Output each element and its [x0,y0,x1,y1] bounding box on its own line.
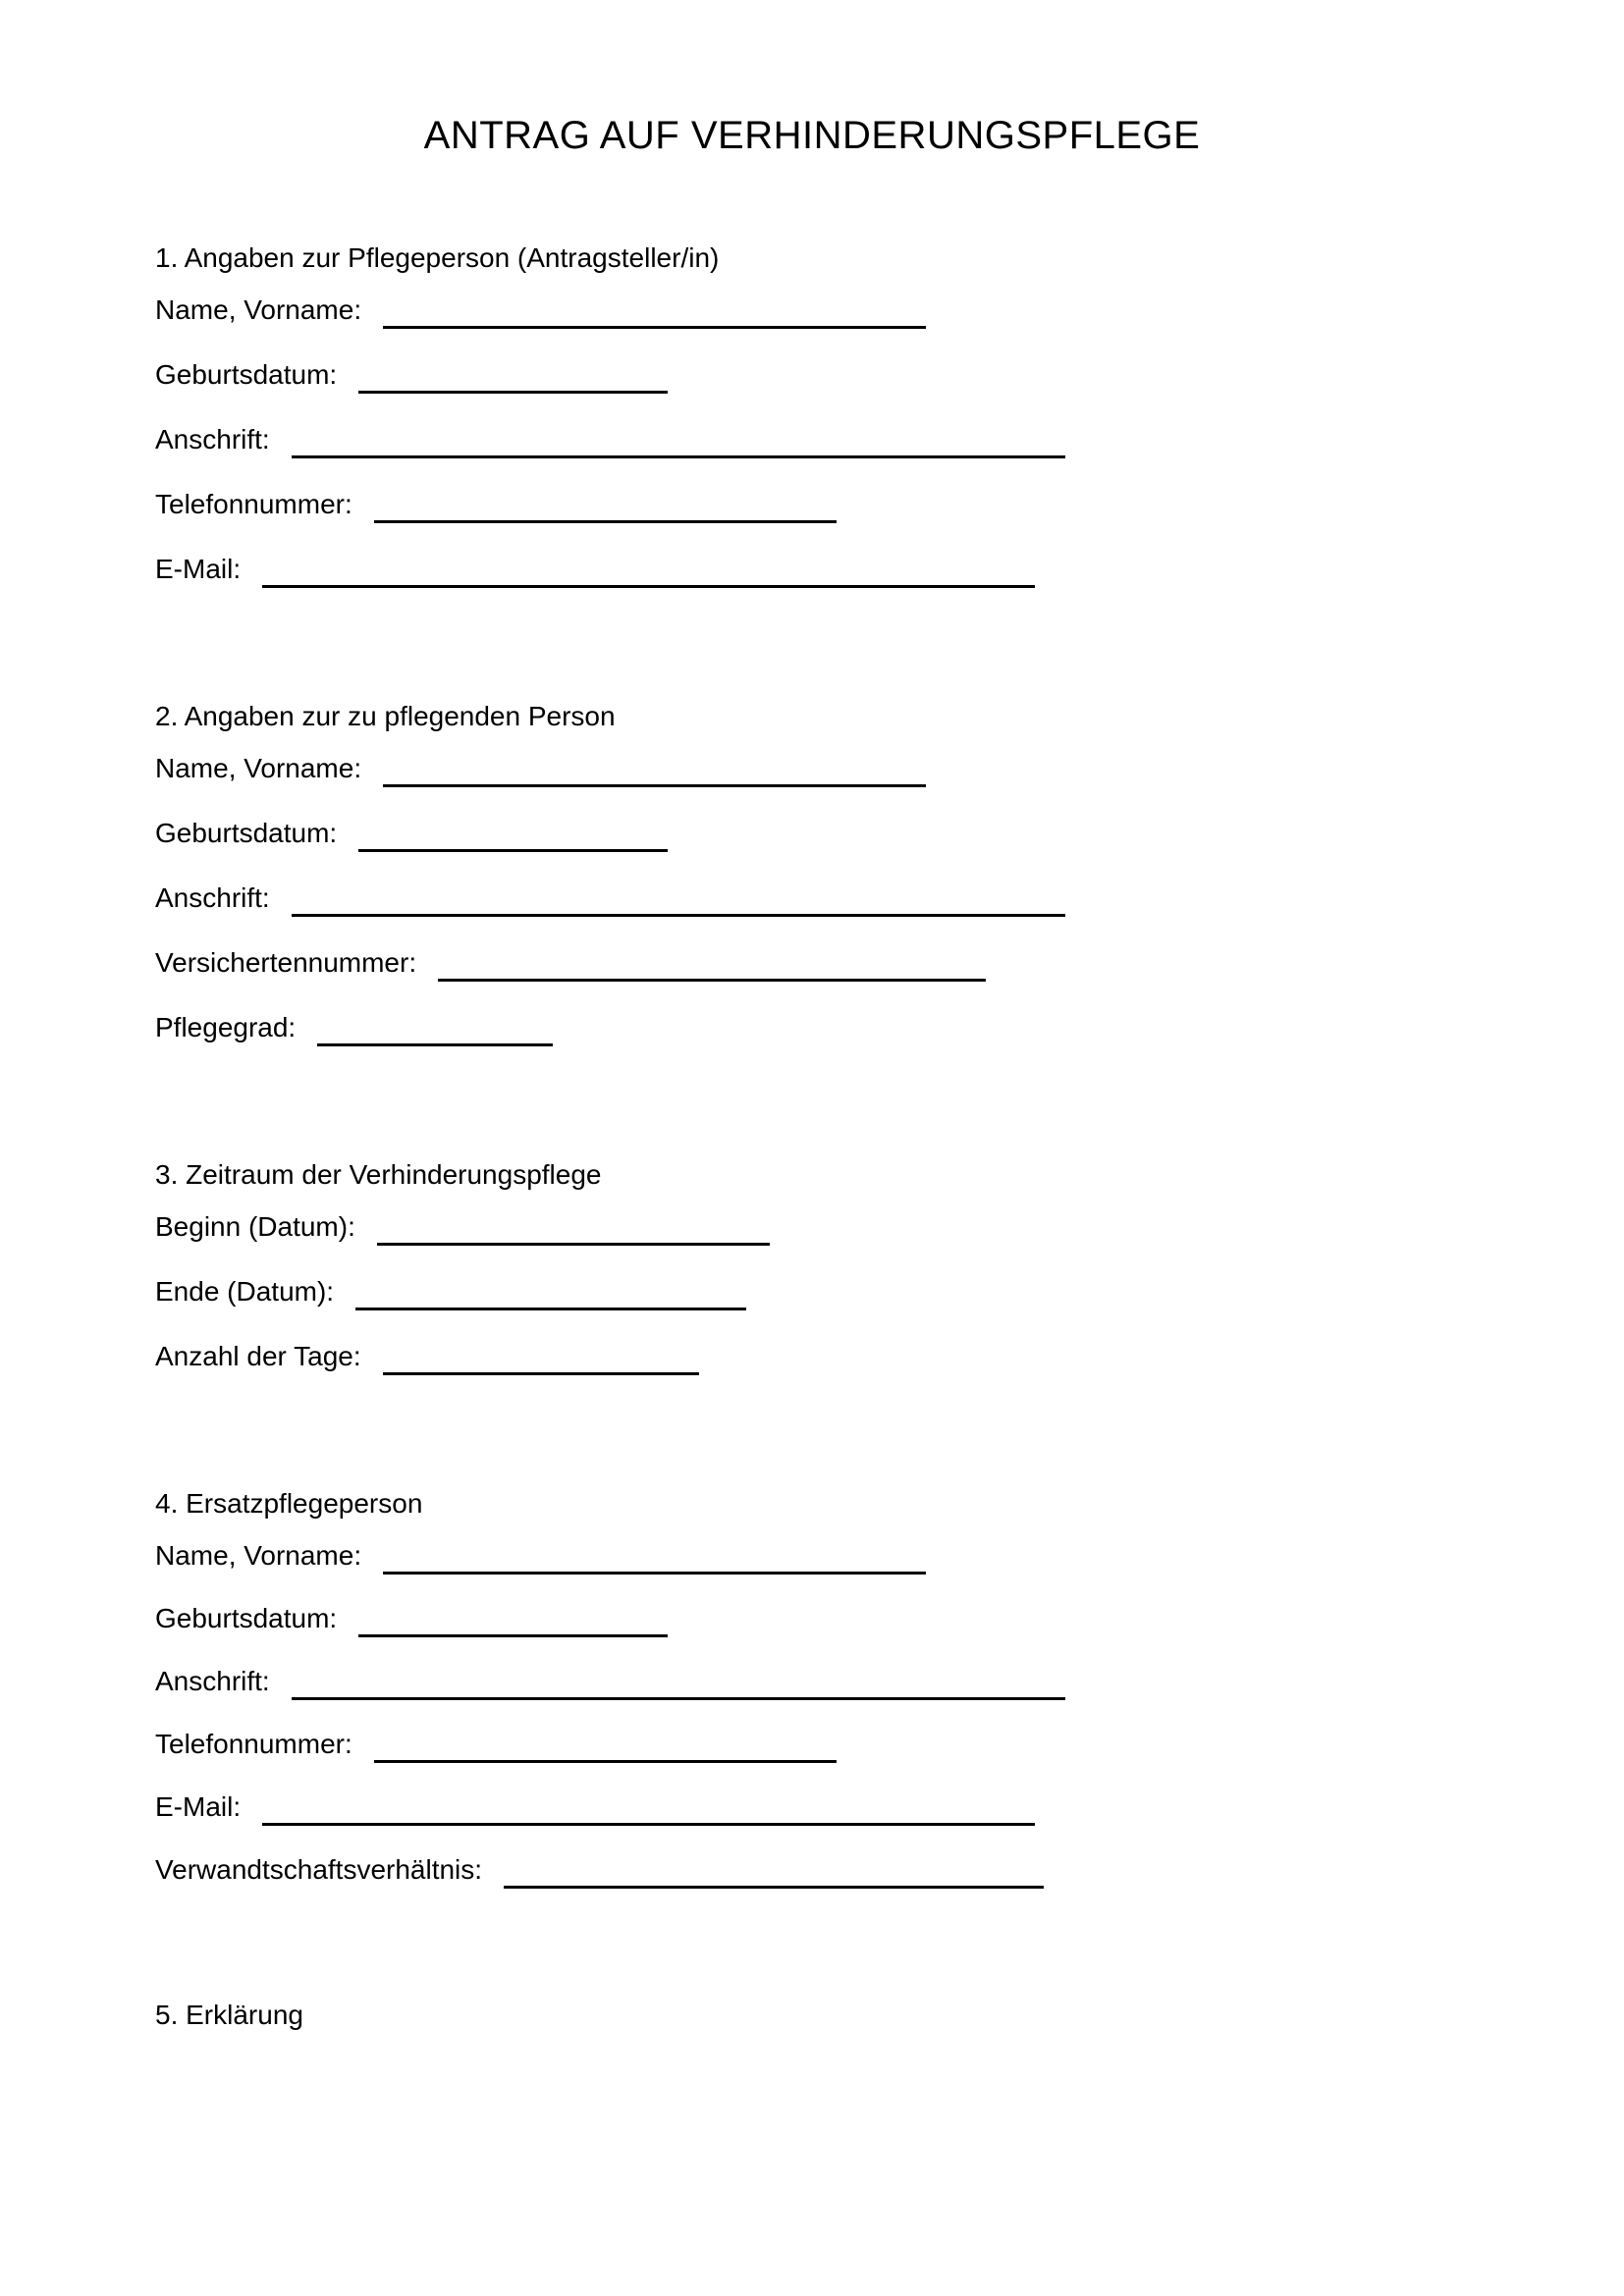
field-row-versichertennummer [155,946,1624,1011]
field-label-telefonnummer: Telefonnummer: [155,1729,352,1759]
field-row-email [155,553,1624,617]
field-row-geburtsdatum [155,817,1624,881]
field-label-name-vorname: Name, Vorname: [155,294,362,325]
field-label-verwandtschaftsverhaeltnis: Verwandtschaftsverhältnis: [155,1854,483,1885]
input-line-verwandtschaftsverhaeltnis[interactable] [504,1886,1044,1889]
input-line-anschrift[interactable] [292,455,1065,458]
field-row-name-vorname [155,294,1624,358]
field-label-geburtsdatum: Geburtsdatum: [155,818,338,848]
field-label-anschrift: Anschrift: [155,882,270,913]
input-line-geburtsdatum[interactable] [358,391,668,394]
field-row-verwandtschaftsverhaeltnis [155,1853,1624,1916]
input-line-beginn-datum[interactable] [377,1243,770,1246]
field-label-anschrift: Anschrift: [155,424,270,454]
field-row-name-vorname [155,1539,1624,1602]
field-row-anzahl-der-tage [155,1340,1624,1405]
section-zeitraum [0,1158,1624,1405]
field-label-anzahl-der-tage: Anzahl der Tage: [155,1341,361,1371]
input-line-geburtsdatum[interactable] [358,1634,668,1637]
field-label-pflegegrad: Pflegegrad: [155,1012,297,1042]
input-line-email[interactable] [262,1823,1035,1826]
section-erklaerung [0,1999,1624,2032]
field-label-telefonnummer: Telefonnummer: [155,489,352,519]
section-ersatzpflegeperson [0,1487,1624,1916]
section-pflegebeduerftige-person [0,700,1624,1076]
field-row-email [155,1790,1624,1853]
field-label-name-vorname: Name, Vorname: [155,1540,362,1571]
input-line-email[interactable] [262,585,1035,588]
input-line-telefonnummer[interactable] [374,1760,837,1763]
input-line-name-vorname[interactable] [383,784,926,787]
section-1-heading: 1. Angaben zur Pflegeperson (Antragsteller/in) [155,242,720,273]
section-4-heading: 4. Ersatzpflegeperson [155,1488,423,1519]
input-line-name-vorname[interactable] [383,1572,926,1575]
field-row-beginn-datum [155,1210,1624,1275]
field-row-anschrift [155,1665,1624,1728]
input-line-anschrift[interactable] [292,1697,1065,1700]
field-label-name-vorname: Name, Vorname: [155,753,362,783]
field-row-ende-datum [155,1275,1624,1340]
field-label-versichertennummer: Versichertennummer: [155,947,417,978]
input-line-ende-datum[interactable] [355,1308,746,1310]
field-row-telefonnummer [155,488,1624,553]
input-line-versichertennummer[interactable] [438,979,986,982]
field-label-beginn-datum: Beginn (Datum): [155,1211,355,1242]
field-label-email: E-Mail: [155,554,242,584]
field-label-anschrift: Anschrift: [155,1666,270,1696]
section-3-heading: 3. Zeitraum der Verhinderungspflege [155,1159,602,1190]
field-row-geburtsdatum [155,1602,1624,1665]
field-label-geburtsdatum: Geburtsdatum: [155,1603,338,1633]
field-row-name-vorname [155,752,1624,817]
input-line-pflegegrad[interactable] [317,1043,553,1046]
field-row-pflegegrad [155,1011,1624,1076]
section-2-heading: 2. Angaben zur zu pflegenden Person [155,701,616,731]
field-row-telefonnummer [155,1728,1624,1790]
field-label-geburtsdatum: Geburtsdatum: [155,359,338,390]
field-row-anschrift [155,881,1624,946]
field-row-anschrift [155,423,1624,488]
input-line-name-vorname[interactable] [383,326,926,329]
input-line-geburtsdatum[interactable] [358,849,668,852]
section-5-heading: 5. Erklärung [155,2000,303,2030]
input-line-anschrift[interactable] [292,914,1065,917]
field-label-email: E-Mail: [155,1791,242,1822]
field-label-ende-datum: Ende (Datum): [155,1276,335,1307]
input-line-anzahl-der-tage[interactable] [383,1372,699,1375]
input-line-telefonnummer[interactable] [374,520,837,523]
section-pflegeperson [0,241,1624,617]
document-title: ANTRAG AUF VERHINDERUNGSPFLEGE [423,114,1201,157]
field-row-geburtsdatum [155,358,1624,423]
